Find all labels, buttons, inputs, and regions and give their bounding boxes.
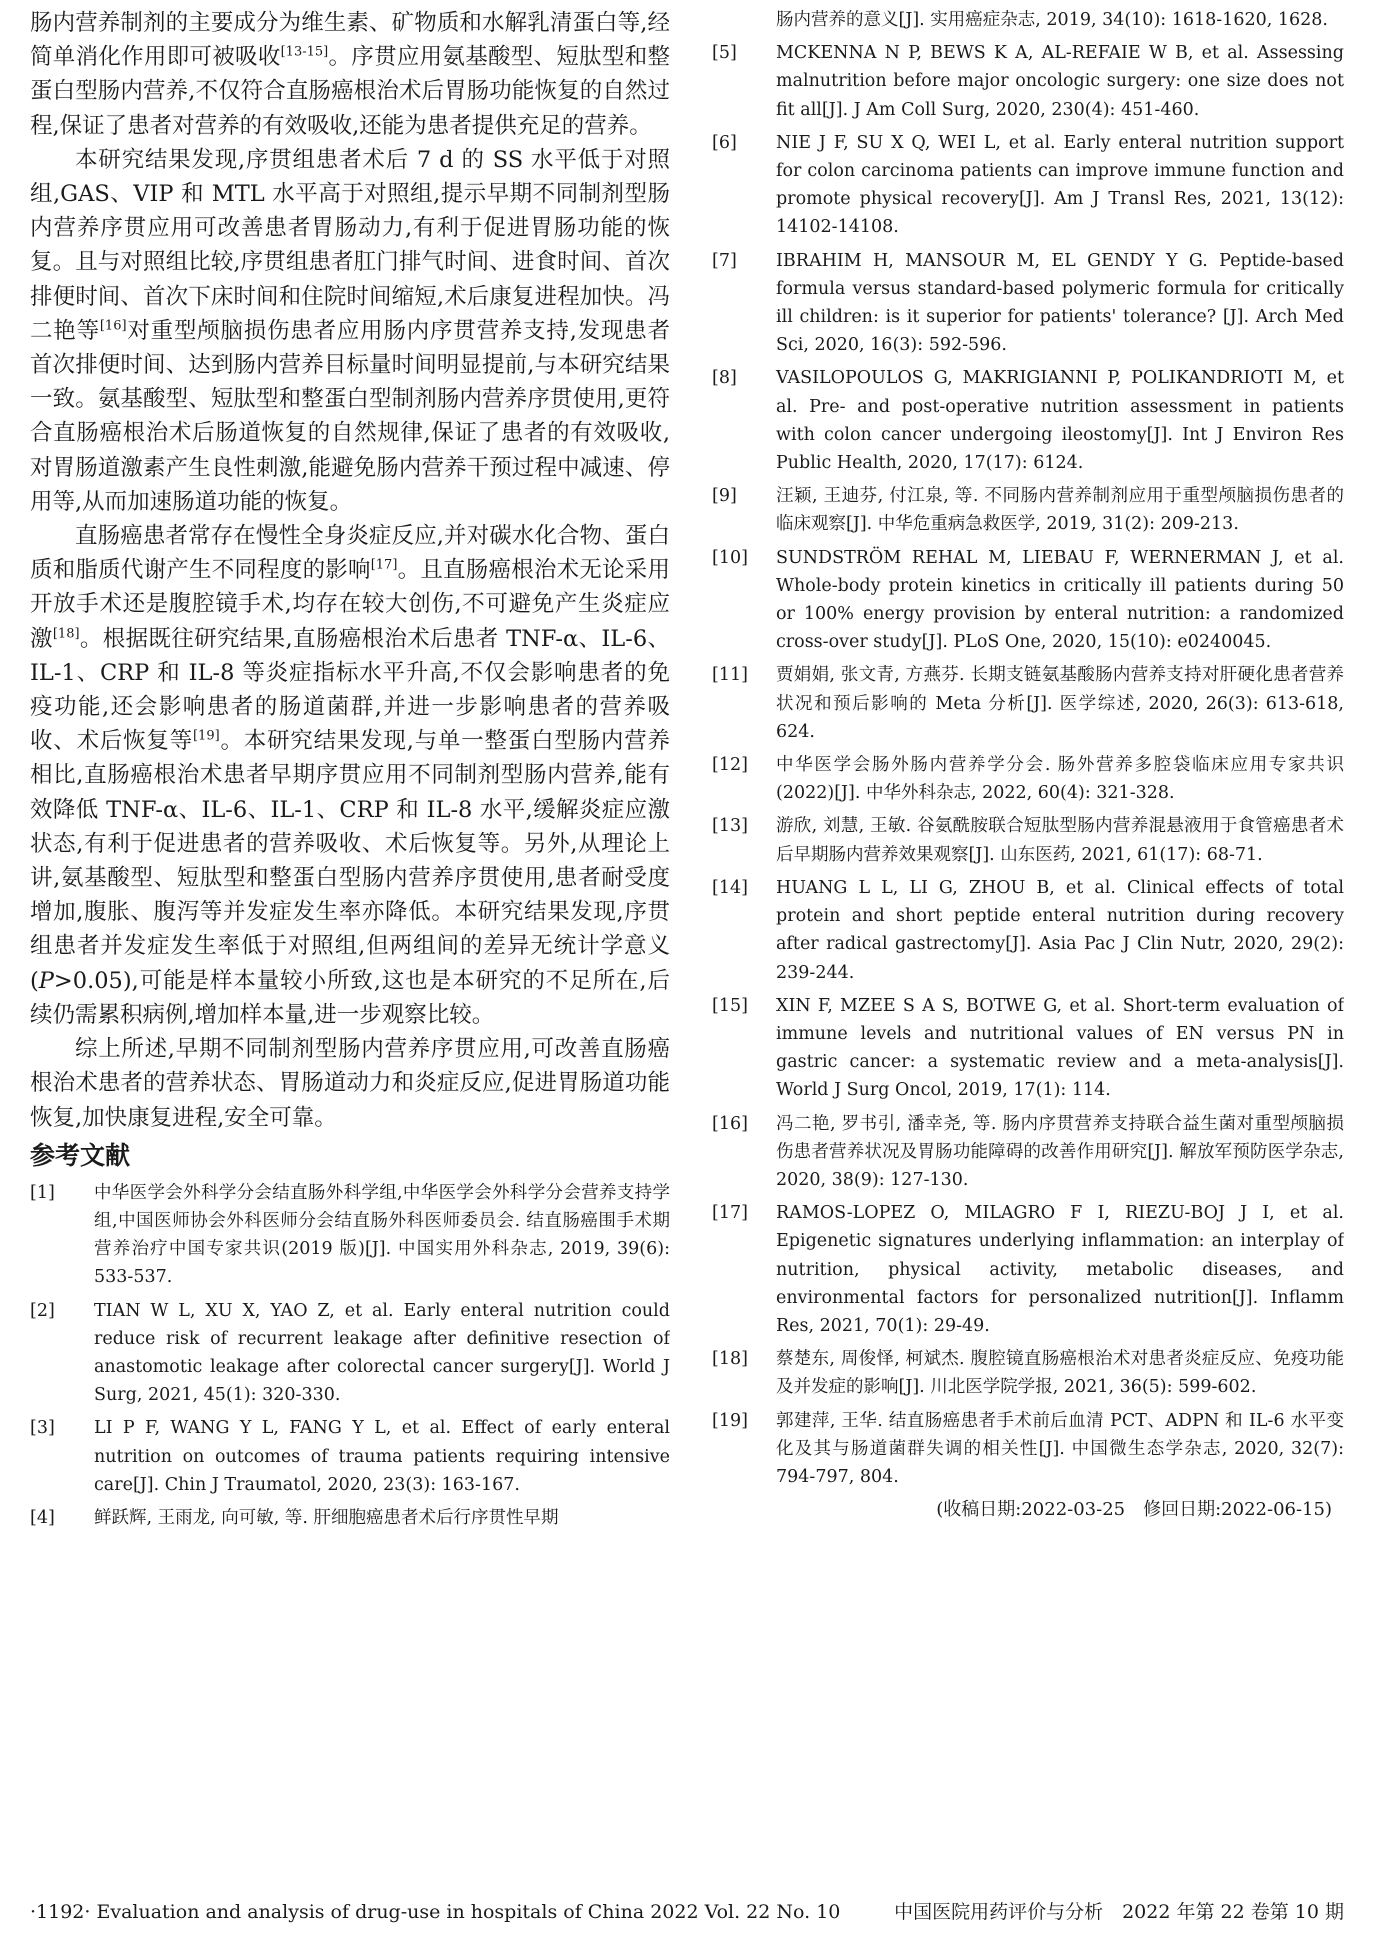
reference-number: [17] [712,1203,748,1224]
reference-text: VASILOPOULOS G, MAKRIGIANNI P, POLIKANDRIOTI M, et al. Pre- and post-operative nutrition assessment in patients with colon cancer undergoing ileostomy[J]. Int J Environ Res Public Health, 2020, 17(17): 6124. [776,368,1344,474]
reference-list-right [712,39,1344,1491]
reference-text: RAMOS-LOPEZ O, MILAGRO F I, RIEZU-BOJ J I, et al. Epigenetic signatures underlying inflammation: an interplay of nutrition, physical activity, metabolic diseases, and environmental factors for personalized nutrition[J]. Inflamm Res, 2021, 70(1): 29-49. [776,1203,1344,1336]
reference-number: [19] [712,1410,748,1431]
reference-text: 贾娟娟, 张文青, 方燕芬. 长期支链氨基酸肠内营养支持对肝硬化患者营养状况和预后影响的 Meta 分析[J]. 医学综述, 2020, 26(3): 613-618, 624. [776,665,1344,742]
paragraph-text: 对重型颅脑损伤患者应用肠内序贯营养支持,发现患者首次排便时间、达到肠内营养目标量时间明显提前,与本研究结果一致。氨基酸型、短肽型和整蛋白型制剂肠内营养序贯使用,更符合直肠癌根治术后肠道恢复的自然规律,保证了患者的有效吸收,对胃肠道激素产生良性刺激,能避免肠内营养干预过程中减速、停用等,从而加速肠道功能的恢复。 [30,317,670,515]
received-dates: (收稿日期:2022-03-25 修回日期:2022-06-15) [936,1499,1332,1521]
reference-number: [16] [712,1113,748,1134]
reference-item [712,39,1344,124]
reference-number: [3] [30,1418,55,1439]
reference-item [712,992,1344,1105]
reference-list-left [30,1179,670,1532]
reference-item [712,874,1344,987]
reference-text: HUANG L L, LI G, ZHOU B, et al. Clinical effects of total protein and short peptide enteral nutrition during recovery after radical gastrectomy[J]. Asia Pac J Clin Nutr, 2020, 29(2): 239-244. [776,877,1344,983]
reference-text: 中华医学会外科学分会结直肠外科学组,中华医学会外科学分会营养支持学组,中国医师协会外科医师分会结直肠外科医师委员会. 结直肠癌围手术期营养治疗中国专家共识(2019 版)[J]. 中国实用外科杂志, 2019, 39(6): 533-537. [94,1182,670,1288]
reference-number: [7] [712,250,737,271]
reference-text: NIE J F, SU X Q, WEI L, et al. Early enteral nutrition support for colon carcinoma patients can improve immune function and promote physical recovery[J]. Am J Transl Res, 2021, 13(12): 14102-14108. [776,132,1344,238]
reference-text: MCKENNA N P, BEWS K A, AL-REFAIE W B, et al. Assessing malnutrition before major oncologic surgery: one size does not fit all[J]. J Am Coll Surg, 2020, 230(4): 451-460. [776,43,1344,120]
paragraph-text: 。本研究结果发现,与单一整蛋白型肠内营养相比,直肠癌根治术患者早期序贯应用不同制剂型肠内营养,能有效降低 TNF-α、IL-6、IL-1、CRP 和 IL-8 水平,缓解炎症应激状态,有利于促进患者的营养吸收、术后恢复等。另外,从理论上讲,氨基酸型、短肽型和整蛋白型肠内营养序贯使用,患者耐受度增加,腹胀、腹泻等并发症发生率亦降低。本研究结果发现,序贯组患者并发症发生率低于对照组,但两组间的差异无统计学意义( [30,728,670,994]
reference-number: [14] [712,877,748,898]
reference-number: [18] [712,1349,748,1370]
paragraph-text: 肠内营养制剂的主要成分为维生素、矿物质和水解乳清蛋白等,经简单消化作用即可被吸收 [30,10,670,71]
reference-text: 冯二艳, 罗书引, 潘幸尧, 等. 肠内序贯营养支持联合益生菌对重型颅脑损伤患者营养状况及胃肠功能障碍的改善作用研究[J]. 解放军预防医学杂志, 2020, 38(9): 127-130. [776,1113,1344,1190]
reference-number: [5] [712,43,737,64]
discussion-paragraph-2 [30,143,670,519]
reference-continuation [712,6,1344,34]
reference-item [712,1345,1344,1401]
citation-superscript: [16] [99,318,127,334]
reference-text: 肠内营养的意义[J]. 实用癌症杂志, 2019, 34(10): 1618-1620, 1628. [776,10,1328,30]
reference-item [30,1414,670,1499]
reference-number: [1] [30,1182,55,1203]
reference-text: 蔡楚东, 周俊怿, 柯斌杰. 腹腔镜直肠癌根治术对患者炎症反应、免疫功能及并发症的影响[J]. 川北医学院学报, 2021, 36(5): 599-602. [776,1349,1344,1398]
reference-item [712,544,1344,657]
reference-item [712,1407,1344,1492]
reference-text: 鲜跃辉, 王雨龙, 向可敏, 等. 肝细胞癌患者术后行序贯性早期 [94,1507,559,1528]
discussion-paragraph-3 [30,519,670,1032]
reference-number: [9] [712,486,737,507]
paragraph-text: >0.05),可能是样本量较小所致,这也是本研究的不足所在,后续仍需累积病例,增加样本量,进一步观察比较。 [30,967,670,1028]
paragraph-text: 直肠癌患者常存在慢性全身炎症反应,并对碳水化合物、蛋白质和脂质代谢产生不同程度的影响 [30,523,670,584]
reference-item [712,1199,1344,1340]
citation-superscript: [19] [192,728,220,744]
citation-superscript: [17] [370,557,398,573]
reference-item [30,1504,670,1532]
left-column [30,6,670,1537]
reference-number: [2] [30,1300,55,1321]
reference-number: [15] [712,995,748,1016]
reference-number: [8] [712,368,737,389]
reference-text: 中华医学会肠外肠内营养学分会. 肠外营养多腔袋临床应用专家共识(2022)[J]. 中华外科杂志, 2022, 60(4): 321-328. [776,755,1344,804]
paragraph-text: 本研究结果发现,序贯组患者术后 7 d 的 SS 水平低于对照组,GAS、VIP 和 MTL 水平高于对照组,提示早期不同制剂型肠内营养序贯应用可改善患者胃肠动力,有利于促进胃肠功能的恢复。且与对照组比较,序贯组患者肛门排气时间、进食时间、首次排便时间、首次下床时间和住院时间缩短,术后康复进程加快。冯二艳等 [30,146,670,344]
footer-chinese-journal: 中国医院用药评价与分析 2022 年第 22 卷第 10 期 [894,1901,1344,1923]
reference-number: [11] [712,665,748,686]
right-column [712,6,1344,1524]
reference-item [712,247,1344,360]
paragraph-text: 。且直肠癌根治术无论采用开放手术还是腹腔镜手术,均存在较大创伤,不可避免产生炎症应激 [30,557,670,652]
reference-text: 郭建萍, 王华. 结直肠癌患者手术前后血清 PCT、ADPN 和 IL-6 水平变化及其与肠道菌群失调的相关性[J]. 中国微生态学杂志, 2020, 32(7): 794-797, 804. [776,1410,1344,1487]
citation-superscript: [13-15] [280,44,329,60]
reference-text: LI P F, WANG Y L, FANG Y L, et al. Effect of early enteral nutrition on outcomes of trauma patients requiring intensive care[J]. Chin J Traumatol, 2020, 23(3): 163-167. [94,1418,670,1495]
citation-superscript: [18] [52,626,80,642]
reference-number: [13] [712,816,748,837]
reference-text: 游欣, 刘慧, 王敏. 谷氨酰胺联合短肽型肠内营养混悬液用于食管癌患者术后早期肠内营养效果观察[J]. 山东医药, 2021, 61(17): 68-71. [776,816,1344,865]
paragraph-text: 。根据既往研究结果,直肠癌根治术后患者 TNF-α、IL-6、IL-1、CRP 和 IL-8 等炎症指标水平升高,不仅会影响患者的免疫功能,还会影响患者的肠道菌群,并进一步影响患者的营养吸收、术后恢复等 [30,625,670,755]
reference-number: [12] [712,755,748,776]
references-heading: 参考文献 [30,1140,131,1170]
reference-item [30,1297,670,1410]
reference-number: [6] [712,132,737,153]
paragraph-text: 。序贯应用氨基酸型、短肽型和整蛋白型肠内营养,不仅符合直肠癌根治术后胃肠功能恢复的自然过程,保证了患者对营养的有效吸收,还能为患者提供充足的营养。 [30,44,670,139]
reference-item [712,661,1344,746]
reference-number: [4] [30,1507,55,1528]
reference-text: TIAN W L, XU X, YAO Z, et al. Early enteral nutrition could reduce risk of recurrent leakage after definitive resection of anastomotic leakage after colorectal cancer surgery[J]. World J Surg, 2021, 45(1): 320-330. [94,1300,670,1406]
reference-text: XIN F, MZEE S A S, BOTWE G, et al. Short-term evaluation of immune levels and nutritional values of EN versus PN in gastric cancer: a systematic review and a meta-analysis[J]. World J Surg Oncol, 2019, 17(1): 114. [776,995,1344,1101]
reference-item [30,1179,670,1292]
reference-item [712,751,1344,807]
reference-text: SUNDSTRÖM REHAL M, LIEBAU F, WERNERMAN J, et al. Whole-body protein kinetics in critically ill patients during 50 or 100% energy provision by enteral nutrition: a randomized cross-over study[J]. PLoS One, 2020, 15(10): e0240045. [776,547,1344,653]
p-value-symbol: P [38,967,54,994]
reference-item [712,482,1344,538]
reference-text: 汪颖, 王迪芬, 付江泉, 等. 不同肠内营养制剂应用于重型颅脑损伤患者的临床观察[J]. 中华危重病急救医学, 2019, 31(2): 209-213. [776,486,1344,535]
page-footer [30,1896,1344,1928]
footer-english-journal: ·1192· Evaluation and analysis of drug-use in hospitals of China 2022 Vol. 22 No. 10 [30,1901,841,1923]
reference-number: [10] [712,547,748,568]
reference-item [712,129,1344,242]
reference-item [712,812,1344,868]
discussion-paragraph-1 [30,6,670,143]
reference-item [712,1110,1344,1195]
reference-item [712,364,1344,477]
reference-text: IBRAHIM H, MANSOUR M, EL GENDY Y G. Peptide-based formula versus standard-based polymeric formula for critically ill children: is it superior for patients' tolerance? [J]. Arch Med Sci, 2020, 16(3): 592-596. [776,250,1344,356]
conclusion-paragraph [30,1032,670,1135]
paragraph-text: 综上所述,早期不同制剂型肠内营养序贯应用,可改善直肠癌根治术患者的营养状态、胃肠道动力和炎症反应,促进胃肠道功能恢复,加快康复进程,安全可靠。 [30,1036,670,1131]
